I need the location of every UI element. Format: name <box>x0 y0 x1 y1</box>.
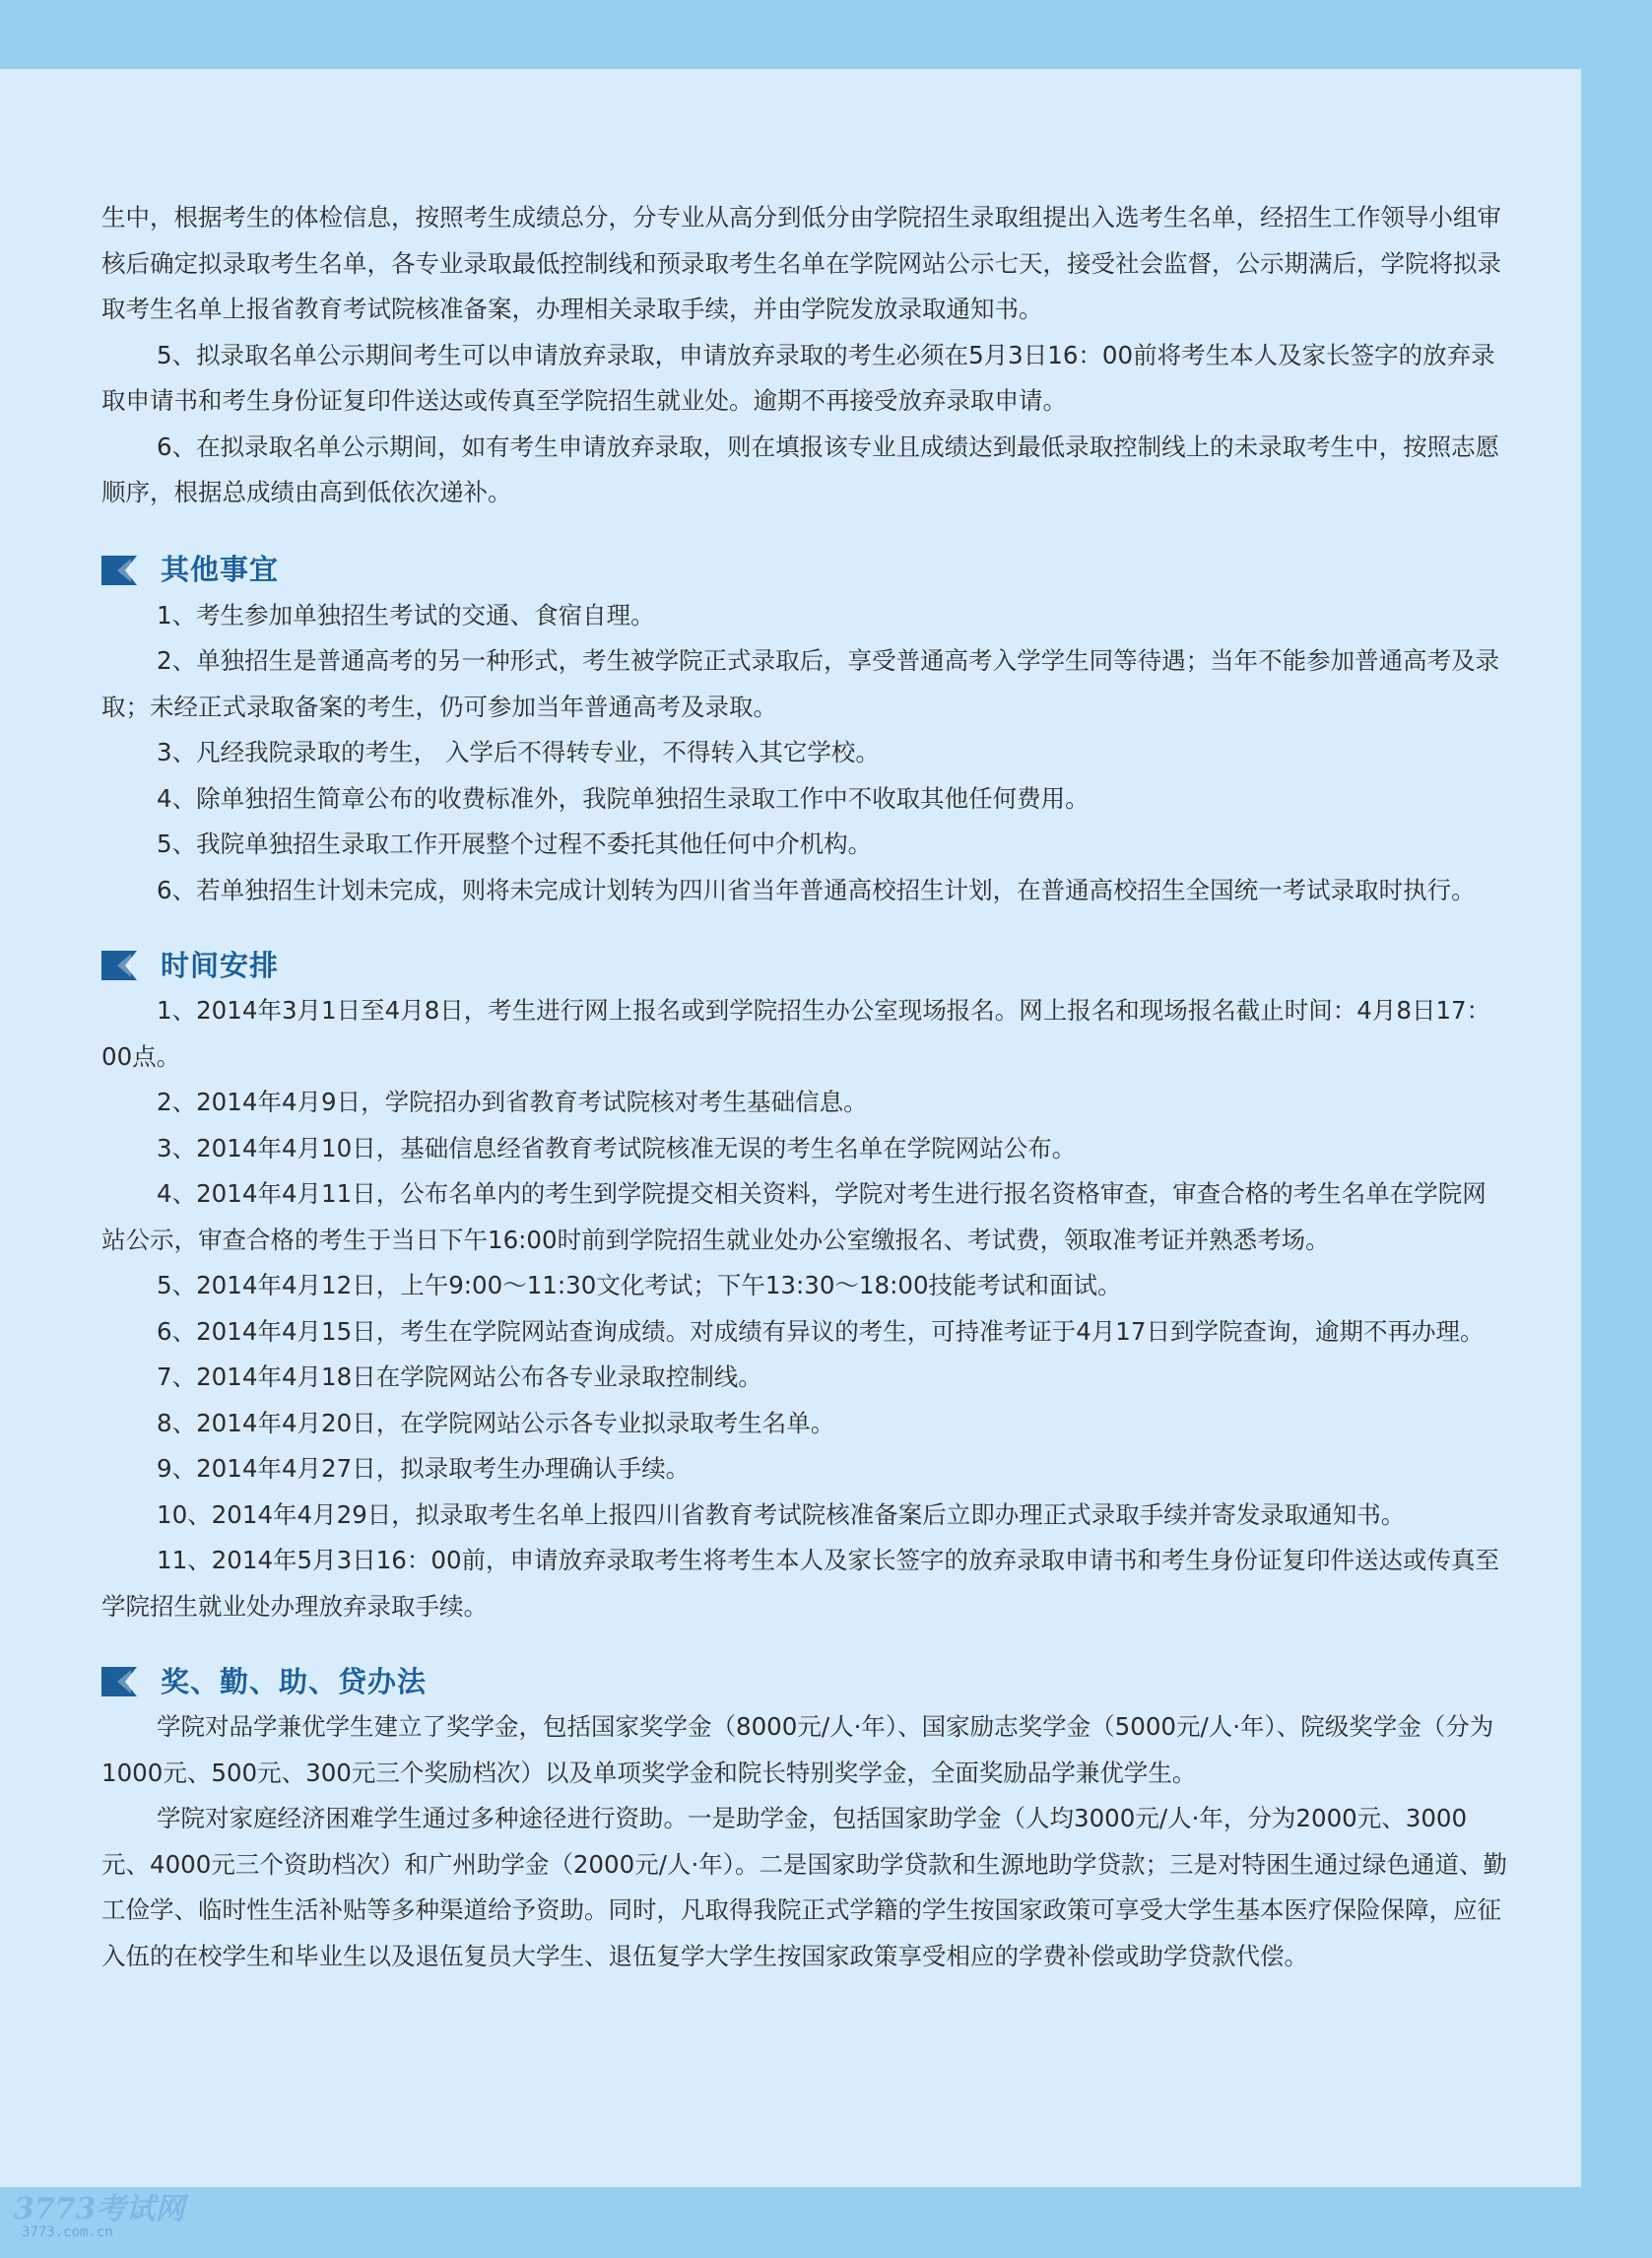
list-item: 4、除单独招生简章公布的收费标准外，我院单独招生录取工作中不收取其他任何费用。 <box>157 783 1090 813</box>
intro-paragraph: 6、在拟录取名单公示期间，如有考生申请放弃录取，则在填报该专业且成绩达到最低录取控制线上的未录取考生中，按照志愿顺序，根据总成绩由高到低依次递补。 <box>101 432 1500 506</box>
list-item: 2、单独招生是普通高考的另一种形式，考生被学院正式录取后，享受普通高考入学学生同等待遇；当年不能参加普通高考及录取；未经正式录取备案的考生，仍可参加当年普通高考及录取。 <box>101 646 1500 721</box>
section-marker-icon <box>101 1667 137 1696</box>
list-item: 11、2014年5月3日16：00前，申请放弃录取考生将考生本人及家长签字的放弃录取申请书和考生身份证复印件送达或传真至学院招生就业处办理放弃录取手续。 <box>101 1546 1500 1621</box>
section-marker-icon <box>101 556 137 585</box>
section-heading-financial-aid <box>101 1659 1510 1704</box>
list-item: 5、我院单独招生录取工作开展整个过程不委托其他任何中介机构。 <box>157 830 873 858</box>
intro-paragraph: 生中，根据考生的体检信息，按照考生成绩总分，分专业从高分到低分由学院招生录取组提出入选考生名单，经招生工作领导小组审核后确定拟录取考生名单，各专业录取最低控制线和预录取考生名单在学院网站公示七天，接受社会监督，公示期满后，学院将拟录取考生名单上报省教育考试院核准备案，办理相关录取手续，并由学院发放录取通知书。 <box>101 203 1501 323</box>
list-item: 6、若单独招生计划未完成，则将未完成计划转为四川省当年普通高校招生计划，在普通高校招生全国统一考试录取时执行。 <box>157 875 1476 904</box>
watermark-logo <box>14 2192 211 2250</box>
section-title: 其他事宜 <box>161 553 280 587</box>
list-item: 1、考生参加单独招生考试的交通、食宿自理。 <box>157 600 655 630</box>
list-item: 4、2014年4月11日，公布名单内的考生到学院提交相关资料，学院对考生进行报名资格审查，审查合格的考生名单在学院网站公示，审查合格的考生于当日下午16:00时前到学院招生就业处办公室缴报名、考试费，领取准考证并熟悉考场。 <box>101 1179 1487 1254</box>
watermark-text: 3773考试网 <box>14 2192 185 2226</box>
section-heading-schedule <box>101 943 1510 988</box>
list-item: 3、2014年4月10日，基础信息经省教育考试院核准无误的考生名单在学院网站公布。 <box>157 1133 1077 1162</box>
list-item: 2、2014年4月9日，学院招办到省教育考试院核对考生基础信息。 <box>157 1088 868 1116</box>
section-title: 时间安排 <box>161 948 280 982</box>
list-item: 5、2014年4月12日，上午9:00～11:30文化考试；下午13:30～18:00技能考试和面试。 <box>157 1271 1122 1299</box>
paragraph: 学院对家庭经济困难学生通过多种途径进行资助。一是助学金，包括国家助学金（人均3000元/人·年，分为2000元、3000元、4000元三个资助档次）和广州助学金（2000元/人·年）。二是国家助学贷款和生源地助学贷款；三是对特困生通过绿色通道、勤工俭学、临时性生活补贴等多种渠道给予资助。同时，凡取得我院正式学籍的学生按国家政策可享受大学生基本医疗保险保障，应征入伍的在校学生和毕业生以及退伍复员大学生、退伍复学大学生按国家政策享受相应的学费补偿或助学贷款代偿。 <box>101 1804 1507 1970</box>
section-heading-other-matters <box>101 548 1510 593</box>
section-title: 奖、勤、助、贷办法 <box>161 1664 428 1698</box>
list-item: 9、2014年4月27日，拟录取考生办理确认手续。 <box>157 1454 691 1483</box>
section-marker-icon <box>101 951 137 980</box>
list-item: 3、凡经我院录取的考生， 入学后不得转专业，不得转入其它学校。 <box>157 738 880 766</box>
document-body <box>101 195 1510 1979</box>
intro-paragraph: 5、拟录取名单公示期间考生可以申请放弃录取，申请放弃录取的考生必须在5月3日16：00前将考生本人及家长签字的放弃录取申请书和考生身份证复印件送达或传真至学院招生就业处。逾期不再接受放弃录取申请。 <box>101 340 1495 415</box>
list-item: 10、2014年4月29日，拟录取考生名单上报四川省教育考试院核准备案后立即办理正式录取手续并寄发录取通知书。 <box>157 1499 1406 1529</box>
list-item: 7、2014年4月18日在学院网站公布各专业录取控制线。 <box>157 1362 762 1391</box>
watermark-url: 3773.com.cn <box>22 2225 113 2240</box>
list-item: 8、2014年4月20日，在学院网站公示各专业拟录取考生名单。 <box>157 1408 835 1437</box>
paragraph: 学院对品学兼优学生建立了奖学金，包括国家奖学金（8000元/人·年）、国家励志奖学金（5000元/人·年）、院级奖学金（分为1000元、500元、300元三个奖励档次）以及单项奖学金和院长特别奖学金，全面奖励品学兼优学生。 <box>101 1712 1494 1787</box>
list-item: 1、2014年3月1日至4月8日，考生进行网上报名或到学院招生办公室现场报名。网上报名和现场报名截止时间：4月8日17：00点。 <box>101 996 1491 1071</box>
list-item: 6、2014年4月15日，考生在学院网站查询成绩。对成绩有异议的考生，可持准考证于4月17日到学院查询，逾期不再办理。 <box>157 1316 1485 1346</box>
